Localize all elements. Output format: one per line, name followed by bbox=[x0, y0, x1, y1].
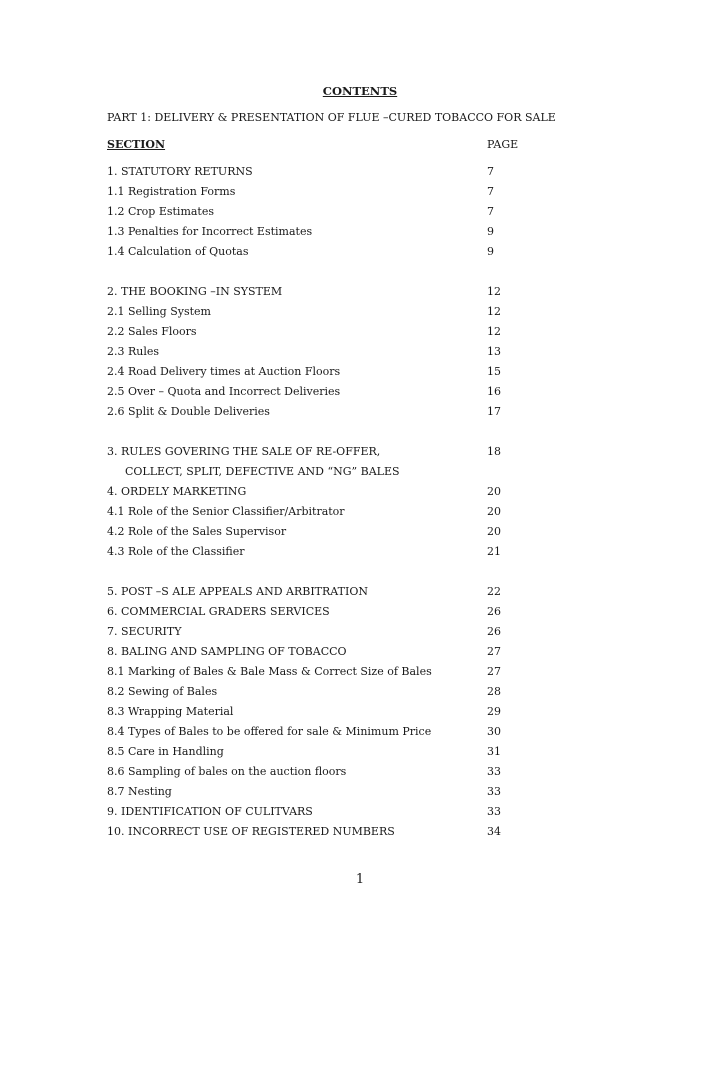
toc-entry bbox=[107, 664, 527, 680]
toc-entry-page: 18 bbox=[487, 445, 501, 458]
toc-entry bbox=[107, 824, 527, 840]
toc-entry-label: 1.3 Penalties for Incorrect Estimates bbox=[107, 225, 313, 238]
toc-entry-label: 7. SECURITY bbox=[107, 625, 182, 638]
toc-entry bbox=[107, 444, 527, 460]
toc-entry bbox=[107, 624, 527, 640]
toc-entry bbox=[107, 244, 527, 260]
toc-entry-label: 2. THE BOOKING –IN SYSTEM bbox=[107, 285, 283, 298]
part-heading: PART 1: DELIVERY & PRESENTATION OF FLUE –CURED TOBACCO FOR SALE bbox=[107, 111, 556, 124]
section-column-header: SECTION bbox=[107, 138, 166, 151]
toc-entry-label: 8.6 Sampling of bales on the auction floors bbox=[107, 765, 347, 778]
toc-entry-label: 1.2 Crop Estimates bbox=[107, 205, 215, 218]
toc-entry-label: 8.1 Marking of Bales & Bale Mass & Correct Size of Bales bbox=[107, 665, 432, 678]
toc-entry-label: 4.1 Role of the Senior Classifier/Arbitrator bbox=[107, 505, 345, 518]
toc-entry-label: 1.1 Registration Forms bbox=[107, 185, 236, 198]
toc-entry-page: 7 bbox=[487, 185, 494, 198]
toc-entry-page: 7 bbox=[487, 205, 494, 218]
toc-entry-page: 26 bbox=[487, 605, 501, 618]
toc-entry-page: 12 bbox=[487, 305, 501, 318]
page-column-header: PAGE bbox=[487, 138, 519, 151]
toc-entry bbox=[107, 304, 527, 320]
toc-entry-label: 2.5 Over – Quota and Incorrect Deliveries bbox=[107, 385, 341, 398]
toc-entry bbox=[107, 464, 527, 480]
toc-entry-page: 20 bbox=[487, 505, 501, 518]
toc-entry-page: 26 bbox=[487, 625, 501, 638]
toc-entry-label: 8.7 Nesting bbox=[107, 785, 172, 798]
toc-entry-page: 12 bbox=[487, 285, 501, 298]
toc-entry-page: 16 bbox=[487, 385, 501, 398]
toc-entry-label: 8. BALING AND SAMPLING OF TOBACCO bbox=[107, 645, 347, 658]
toc-entry bbox=[107, 184, 527, 200]
toc-entry bbox=[107, 804, 527, 820]
toc-entry-label: 5. POST –S ALE APPEALS AND ARBITRATION bbox=[107, 585, 368, 598]
toc-entry bbox=[107, 704, 527, 720]
toc-entry bbox=[107, 504, 527, 520]
toc-entry-page: 9 bbox=[487, 245, 494, 258]
page-number: 1 bbox=[355, 872, 365, 887]
toc-entry-page: 29 bbox=[487, 705, 501, 718]
toc-entry-page: 33 bbox=[487, 805, 501, 818]
toc-entry bbox=[107, 364, 527, 380]
toc-entry bbox=[107, 604, 527, 620]
toc-entry-page: 12 bbox=[487, 325, 501, 338]
toc-entry bbox=[107, 524, 527, 540]
toc-entry-label: 2.2 Sales Floors bbox=[107, 325, 197, 338]
toc-entry bbox=[107, 284, 527, 300]
toc-entry-label: 3. RULES GOVERING THE SALE OF RE-OFFER, bbox=[107, 445, 381, 458]
toc-entry-page: 20 bbox=[487, 525, 501, 538]
toc-entry bbox=[107, 404, 527, 420]
toc-entry-label: 1. STATUTORY RETURNS bbox=[107, 165, 253, 178]
toc-entry bbox=[107, 784, 527, 800]
toc-entry-page: 15 bbox=[487, 365, 501, 378]
toc-entry-page: 33 bbox=[487, 765, 501, 778]
toc-entry-page: 21 bbox=[487, 545, 501, 558]
toc-entry-page: 27 bbox=[487, 645, 501, 658]
toc-entry-label: 2.3 Rules bbox=[107, 345, 160, 358]
toc-entry-label: 6. COMMERCIAL GRADERS SERVICES bbox=[107, 605, 330, 618]
toc-entry-label: 1.4 Calculation of Quotas bbox=[107, 245, 249, 258]
toc-entry-label: COLLECT, SPLIT, DEFECTIVE AND “NG” BALES bbox=[125, 465, 400, 478]
toc-entry-label: 9. IDENTIFICATION OF CULITVARS bbox=[107, 805, 313, 818]
toc-entry-label: 2.1 Selling System bbox=[107, 305, 211, 318]
toc-entry-label: 4.3 Role of the Classifier bbox=[107, 545, 245, 558]
toc-entry bbox=[107, 724, 527, 740]
toc-entry bbox=[107, 344, 527, 360]
toc-entry bbox=[107, 204, 527, 220]
toc-entry-page: 28 bbox=[487, 685, 501, 698]
contents-title: CONTENTS bbox=[322, 84, 398, 98]
toc-entry bbox=[107, 484, 527, 500]
toc-entry-page: 30 bbox=[487, 725, 501, 738]
toc-entry bbox=[107, 684, 527, 700]
toc-entry-label: 10. INCORRECT USE OF REGISTERED NUMBERS bbox=[107, 825, 395, 838]
toc-entry-label: 8.3 Wrapping Material bbox=[107, 705, 234, 718]
toc-entry bbox=[107, 584, 527, 600]
toc-entry bbox=[107, 764, 527, 780]
toc-entry-page: 17 bbox=[487, 405, 501, 418]
toc-entry-label: 4.2 Role of the Sales Supervisor bbox=[107, 525, 287, 538]
toc-entry bbox=[107, 224, 527, 240]
toc-entry-page: 22 bbox=[487, 585, 501, 598]
toc-entry bbox=[107, 164, 527, 180]
toc-entry-page: 9 bbox=[487, 225, 494, 238]
toc-entry-page: 20 bbox=[487, 485, 501, 498]
toc-entry-page: 7 bbox=[487, 165, 494, 178]
toc-entry bbox=[107, 544, 527, 560]
toc-entry-label: 8.4 Types of Bales to be offered for sale & Minimum Price bbox=[107, 725, 432, 738]
toc-entry bbox=[107, 644, 527, 660]
toc-entry bbox=[107, 744, 527, 760]
toc-entry-label: 8.2 Sewing of Bales bbox=[107, 685, 218, 698]
toc-entry bbox=[107, 384, 527, 400]
toc-entry-page: 31 bbox=[487, 745, 501, 758]
toc-entry-label: 4. ORDELY MARKETING bbox=[107, 485, 247, 498]
toc-entry-label: 2.6 Split & Double Deliveries bbox=[107, 405, 270, 418]
toc-entry-page: 34 bbox=[487, 825, 501, 838]
toc-entry-label: 8.5 Care in Handling bbox=[107, 745, 224, 758]
toc-entry-page: 33 bbox=[487, 785, 501, 798]
toc-entry-page: 27 bbox=[487, 665, 501, 678]
toc-entry bbox=[107, 324, 527, 340]
toc-entry-page: 13 bbox=[487, 345, 501, 358]
toc-entry-label: 2.4 Road Delivery times at Auction Floors bbox=[107, 365, 341, 378]
